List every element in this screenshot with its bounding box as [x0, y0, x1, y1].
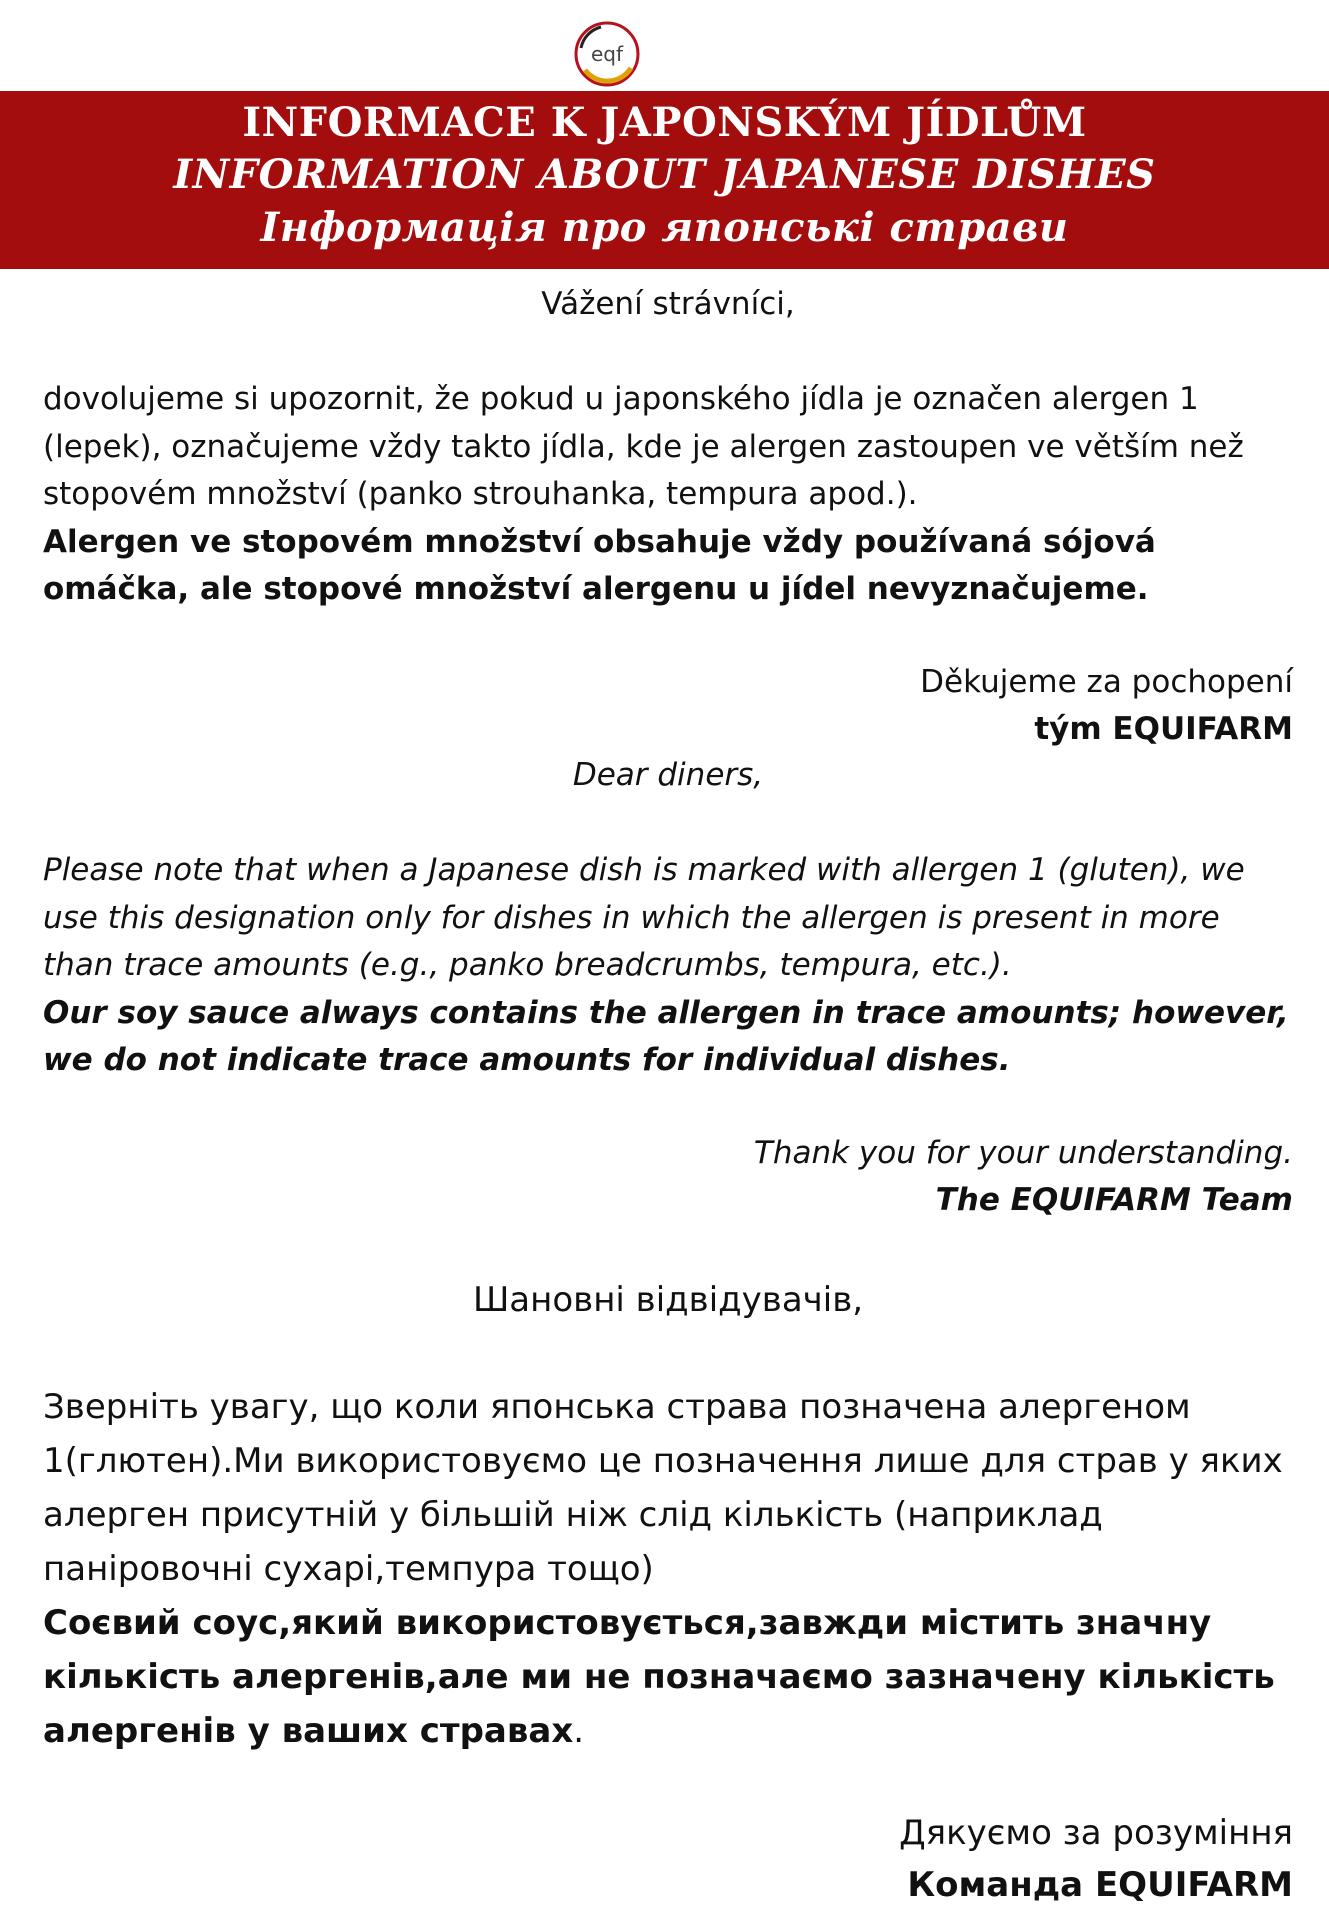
- title-banner: [0, 91, 1329, 269]
- czech-greeting: Vážení strávníci,: [541, 286, 795, 322]
- ukrainian-body-end: .: [573, 1711, 585, 1751]
- ukrainian-notice: [43, 1380, 1293, 1758]
- czech-thanks: Děkujeme za pochopení: [920, 664, 1293, 700]
- company-logo: [571, 18, 643, 90]
- title-czech: INFORMACE K JAPONSKÝM JÍDLŮM: [242, 99, 1087, 146]
- title-english: INFORMATION ABOUT JAPANESE DISHES: [173, 151, 1156, 198]
- czech-notice: [43, 376, 1293, 614]
- english-signature: The EQUIFARM Team: [935, 1182, 1293, 1218]
- english-body: Please note that when a Japanese dish is marked with allergen 1 (gluten), we use this designation only for dishes in which the allergen is present in more than trace amounts (e.g., panko breadcrumbs, tempura, etc.).: [43, 852, 1245, 983]
- logo-text: eqf: [590, 42, 624, 66]
- english-notice: [43, 847, 1293, 1085]
- logo-mark: [571, 18, 643, 90]
- english-body-bold: Our soy sauce always contains the allergen in trace amounts; however, we do not indicate trace amounts for individual dishes.: [43, 994, 1289, 1078]
- ukrainian-thanks: Дякуємо за розуміння: [899, 1813, 1293, 1853]
- english-thanks: Thank you for your understanding.: [753, 1135, 1293, 1171]
- czech-body-bold: Alergen ve stopovém množství obsahuje vždy používaná sójová omáčka, ale stopové množství alergenu u jídel nevyznačujeme.: [43, 523, 1156, 607]
- ukrainian-body-bold: Соєвий соус,який використовується,завжди містить значну кількість алергенів,але ми не позначаємо зазначену кількість алергенів у ваших стравах: [43, 1603, 1275, 1751]
- ukrainian-body: Зверніть увагу, що коли японська страва позначена алергеном 1(глютен).Ми використовуємо це позначення лише для страв у яких алерген присутній у більшій ніж слід кількість (наприклад панірoвочні сухарі,темпура тощо): [43, 1387, 1283, 1589]
- ukrainian-greeting: Шановні відвідувачів,: [472, 1280, 864, 1320]
- title-ukrainian: Інформація про японські страви: [260, 204, 1069, 251]
- czech-body: dovolujeme si upozornit, že pokud u japonského jídla je označen alergen 1 (lepek), označujeme vždy takto jídla, kde je alergen zastoupen ve větším než stopovém množství (panko strouhanka, tempura apod.).: [43, 381, 1244, 512]
- english-greeting: Dear diners,: [572, 757, 764, 793]
- ukrainian-signature: Команда EQUIFARM: [907, 1865, 1293, 1905]
- czech-signature: tým EQUIFARM: [1034, 711, 1293, 747]
